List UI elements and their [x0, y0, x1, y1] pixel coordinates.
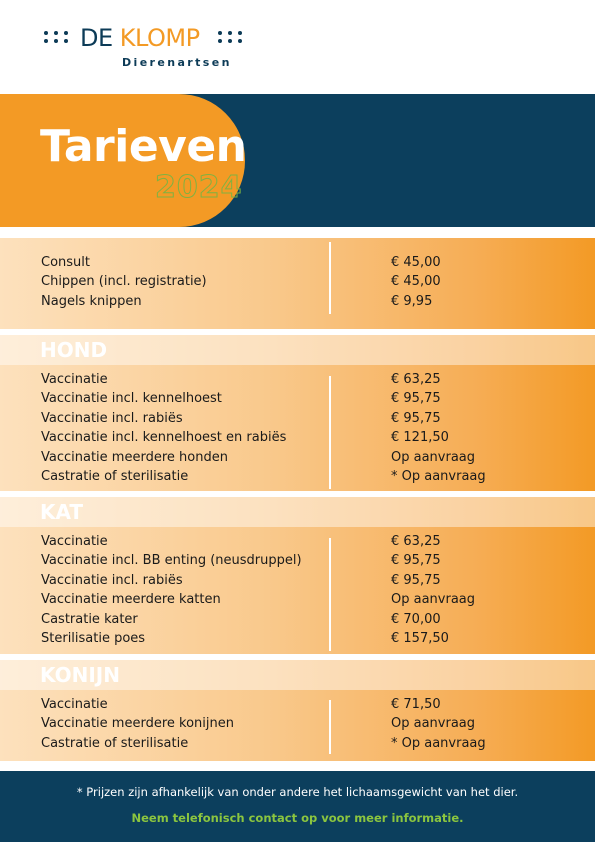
row-label: Vaccinatie meerdere konijnen: [41, 716, 234, 732]
table-row: [0, 292, 595, 311]
table-row: [0, 695, 595, 714]
row-label: Castratie of sterilisatie: [41, 735, 189, 751]
row-label: Vaccinatie: [41, 372, 108, 387]
table-row: [0, 448, 595, 467]
section-title-konijn: KONIJN: [40, 663, 120, 687]
table-row: [0, 571, 595, 590]
row-label: Vaccinatie meerdere honden: [41, 449, 228, 465]
row-label: Vaccinatie: [41, 697, 108, 712]
kat-rows: [0, 532, 595, 648]
row-price: € 157,50: [391, 630, 449, 646]
brand-de: DE: [80, 24, 120, 52]
table-row: [0, 467, 595, 486]
column-divider: [329, 242, 331, 314]
table-row: [0, 532, 595, 551]
row-price: * Op aanvraag: [391, 735, 486, 751]
row-price: € 45,00: [391, 255, 441, 270]
brand-name: [80, 24, 200, 52]
konijn-rows: [0, 695, 595, 753]
section-band-kat: [0, 497, 595, 527]
hero-banner: [0, 94, 595, 227]
table-row: [0, 714, 595, 733]
row-price: Op aanvraag: [391, 716, 476, 732]
logo: [0, 26, 595, 86]
section-band-konijn: [0, 660, 595, 690]
brand-tagline: Dierenartsen: [122, 56, 232, 69]
row-price: € 121,50: [391, 430, 449, 446]
table-row: [0, 253, 595, 272]
row-label: Vaccinatie incl. kennelhoest: [41, 391, 222, 407]
table-row: [0, 370, 595, 389]
row-label: Chippen (incl. registratie): [41, 274, 207, 290]
table-row: [0, 272, 595, 291]
row-label: Vaccinatie incl. rabiës: [41, 410, 183, 426]
row-label: Nagels knippen: [41, 293, 142, 309]
footer-note: * Prijzen zijn afhankelijk van onder andere het lichaamsgewicht van het dier.: [76, 785, 519, 799]
row-price: € 95,75: [391, 391, 441, 407]
section-title-kat: KAT: [40, 500, 84, 524]
table-row: [0, 610, 595, 629]
row-price: € 63,25: [391, 534, 441, 549]
row-price: € 71,50: [391, 697, 441, 712]
row-price: Op aanvraag: [391, 449, 476, 465]
row-label: Consult: [41, 255, 90, 270]
table-row: [0, 734, 595, 753]
row-label: Vaccinatie incl. BB enting (neusdruppel): [41, 553, 302, 569]
row-price: € 63,25: [391, 372, 441, 387]
row-price: € 9,95: [391, 293, 433, 309]
table-row: [0, 428, 595, 447]
row-price: Op aanvraag: [391, 592, 476, 608]
row-price: € 95,75: [391, 572, 441, 588]
row-label: Vaccinatie meerdere katten: [41, 592, 221, 608]
logo-dots-left: [44, 31, 68, 43]
logo-dots-right: [218, 31, 242, 43]
price-table: [0, 238, 595, 761]
row-label: Vaccinatie incl. kennelhoest en rabiës: [41, 430, 287, 446]
row-label: Vaccinatie: [41, 534, 108, 549]
footer: [0, 771, 595, 842]
section-band-hond: [0, 335, 595, 365]
brand-klomp: KLOMP: [119, 24, 200, 52]
column-divider: [329, 700, 331, 754]
column-divider: [329, 376, 331, 489]
page-year: 2024: [155, 170, 243, 205]
row-price: € 95,75: [391, 410, 441, 426]
section-title-hond: HOND: [40, 338, 108, 362]
footer-cta: Neem telefonisch contact op voor meer informatie.: [131, 811, 464, 825]
row-price: * Op aanvraag: [391, 468, 486, 484]
table-row: [0, 629, 595, 648]
column-divider: [329, 538, 331, 651]
row-label: Castratie of sterilisatie: [41, 468, 189, 484]
table-row: [0, 590, 595, 609]
row-label: Vaccinatie incl. rabiës: [41, 572, 183, 588]
row-price: € 45,00: [391, 274, 441, 290]
table-row: [0, 551, 595, 570]
row-label: Sterilisatie poes: [41, 630, 146, 646]
page-title: Tarieven: [40, 121, 247, 172]
table-row: [0, 409, 595, 428]
general-rows: [0, 253, 595, 311]
row-label: Castratie kater: [41, 611, 138, 627]
hond-rows: [0, 370, 595, 486]
row-price: € 95,75: [391, 553, 441, 569]
table-row: [0, 389, 595, 408]
row-price: € 70,00: [391, 611, 441, 627]
